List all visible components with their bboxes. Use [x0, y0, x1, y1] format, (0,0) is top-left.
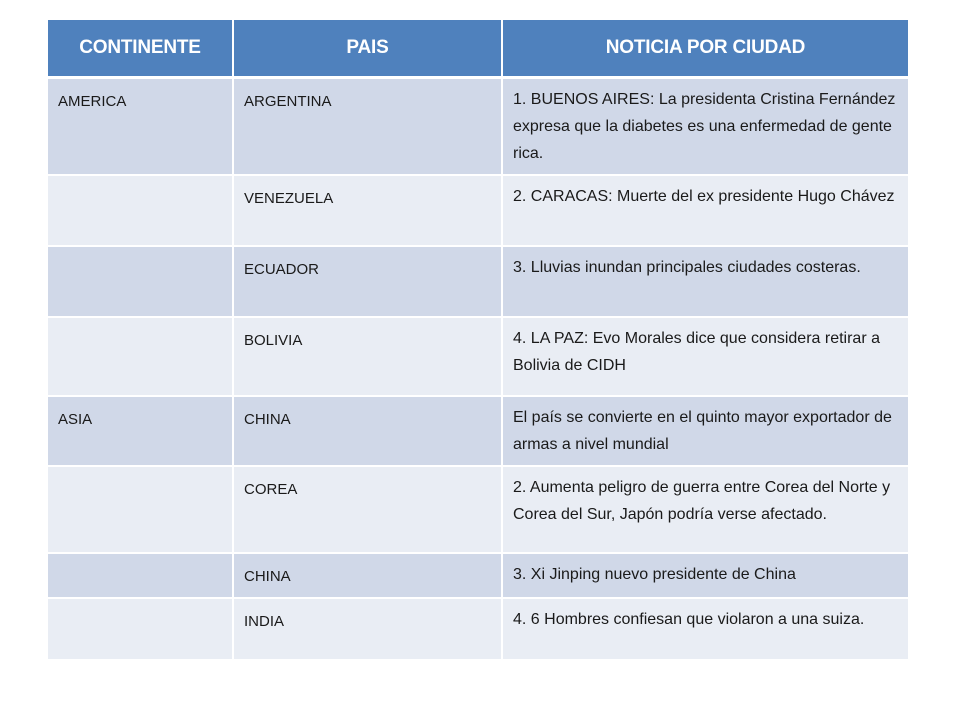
cell-continente	[48, 175, 233, 246]
header-row	[48, 20, 908, 78]
news-table	[48, 20, 908, 661]
cell-noticia: 4. LA PAZ: Evo Morales dice que considera retirar a Bolivia de CIDH	[502, 317, 908, 396]
cell-continente	[48, 466, 233, 553]
table-row	[48, 246, 908, 317]
cell-pais: CHINA	[233, 396, 502, 466]
table-row	[48, 598, 908, 660]
cell-continente	[48, 598, 233, 660]
cell-noticia: 2. Aumenta peligro de guerra entre Corea del Norte y Corea del Sur, Japón podría verse afectado.	[502, 466, 908, 553]
cell-noticia: 4. 6 Hombres confiesan que violaron a una suiza.	[502, 598, 908, 660]
cell-pais: BOLIVIA	[233, 317, 502, 396]
cell-noticia: 3. Xi Jinping nuevo presidente de China	[502, 553, 908, 598]
cell-continente: ASIA	[48, 396, 233, 466]
table-row	[48, 317, 908, 396]
table-header	[48, 20, 908, 78]
header-continente: CONTINENTE	[48, 20, 233, 78]
cell-pais: INDIA	[233, 598, 502, 660]
cell-pais: COREA	[233, 466, 502, 553]
table-row	[48, 396, 908, 466]
cell-pais: ARGENTINA	[233, 78, 502, 176]
table-body	[48, 78, 908, 661]
cell-noticia: 1. BUENOS AIRES: La presidenta Cristina Fernández expresa que la diabetes es una enfermedad de gente rica.	[502, 78, 908, 176]
header-noticia: NOTICIA POR CIUDAD	[502, 20, 908, 78]
table-row	[48, 466, 908, 553]
cell-continente: AMERICA	[48, 78, 233, 176]
table-row	[48, 78, 908, 176]
cell-continente	[48, 317, 233, 396]
cell-noticia: 2. CARACAS: Muerte del ex presidente Hugo Chávez	[502, 175, 908, 246]
cell-pais: ECUADOR	[233, 246, 502, 317]
cell-continente	[48, 246, 233, 317]
cell-noticia: El país se convierte en el quinto mayor exportador de armas a nivel mundial	[502, 396, 908, 466]
cell-pais: CHINA	[233, 553, 502, 598]
cell-noticia: 3. Lluvias inundan principales ciudades costeras.	[502, 246, 908, 317]
cell-pais: VENEZUELA	[233, 175, 502, 246]
header-pais: PAIS	[233, 20, 502, 78]
table-row	[48, 175, 908, 246]
table-row	[48, 553, 908, 598]
cell-continente	[48, 553, 233, 598]
